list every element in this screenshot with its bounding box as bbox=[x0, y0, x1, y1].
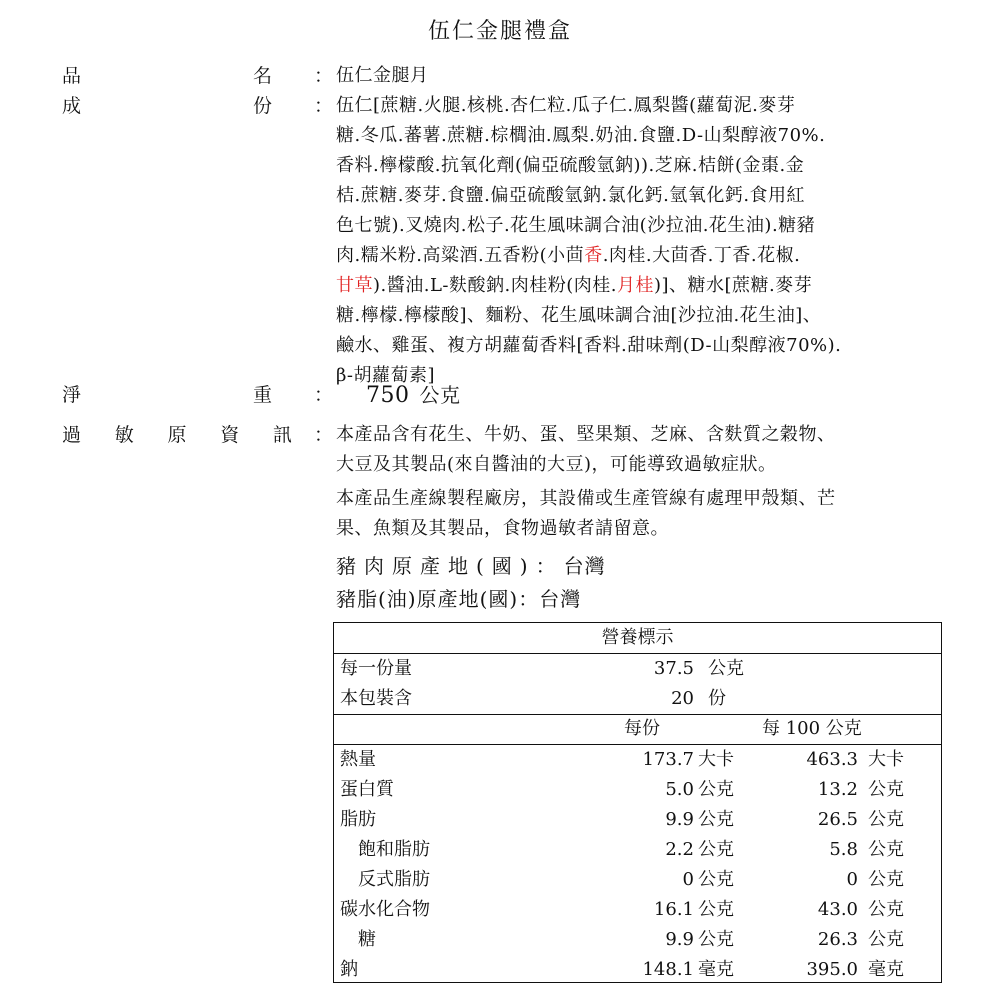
nutrient-per-serving: 9.9 bbox=[665, 929, 694, 950]
allergen-line: 大豆及其製品(來自醬油的大豆)，可能導致過敏症狀。 bbox=[336, 454, 777, 475]
nutrient-unit-100g: 公克 bbox=[868, 839, 904, 860]
label-char: 原 bbox=[167, 424, 187, 446]
nutrient-unit-serving: 公克 bbox=[698, 809, 734, 830]
nutrient-unit-100g: 毫克 bbox=[868, 959, 904, 980]
nutrient-per-serving: 9.9 bbox=[665, 809, 694, 830]
label-char: 過 bbox=[62, 424, 82, 446]
label-char: 淨 bbox=[62, 384, 82, 406]
net-weight-value bbox=[366, 380, 956, 411]
nutrient-unit-100g: 公克 bbox=[868, 899, 904, 920]
label-char: 品 bbox=[62, 65, 82, 87]
nutrient-per-serving: 148.1 bbox=[642, 959, 694, 980]
nutrient-per-100g: 26.5 bbox=[817, 809, 858, 830]
nutrient-per-serving: 2.2 bbox=[665, 839, 694, 860]
nutrition-table bbox=[333, 622, 942, 983]
allergen-line: 本產品含有花生、牛奶、蛋、堅果類、芝麻、含麩質之穀物、 bbox=[336, 424, 836, 445]
nutrient-per-100g: 395.0 bbox=[806, 959, 858, 980]
allergen-label bbox=[62, 420, 292, 450]
serving-value: 37.5 bbox=[653, 658, 694, 679]
nutrient-per-serving: 173.7 bbox=[642, 749, 694, 770]
ingredient-text: 鹼水、雞蛋、複方胡蘿蔔香料[香料.甜味劑(D-山梨醇液70%). bbox=[336, 335, 842, 356]
nutrient-name: 飽和脂肪 bbox=[358, 839, 430, 860]
pork-origin-value: 台灣 bbox=[563, 554, 606, 578]
nutrient-name: 熱量 bbox=[340, 749, 376, 770]
ingredients-line bbox=[336, 91, 926, 121]
ingredients-line bbox=[336, 301, 926, 331]
nutrient-unit-100g: 公克 bbox=[868, 779, 904, 800]
net-weight-label bbox=[62, 380, 272, 410]
highlighted-ingredient: 甘草 bbox=[336, 275, 373, 296]
colon: ： bbox=[314, 95, 334, 117]
label-char: 份 bbox=[252, 95, 272, 117]
nutrient-name: 反式脂肪 bbox=[358, 869, 430, 890]
nutrient-name: 蛋白質 bbox=[340, 779, 394, 800]
net-weight-unit: 公克 bbox=[419, 383, 461, 407]
ingredients-line bbox=[336, 121, 926, 151]
serving-label: 每一份量 bbox=[340, 658, 412, 679]
label-char: 敏 bbox=[114, 424, 134, 446]
nutrient-unit-serving: 公克 bbox=[698, 779, 734, 800]
package-value: 20 bbox=[671, 688, 694, 709]
nutrient-name: 糖 bbox=[358, 929, 376, 950]
allergen-text-2 bbox=[336, 484, 926, 544]
label-char: 重 bbox=[252, 384, 272, 406]
nutrient-unit-100g: 公克 bbox=[868, 929, 904, 950]
allergen-line: 果、魚類及其製品，食物過敏者請留意。 bbox=[336, 518, 669, 539]
nutrient-per-serving: 16.1 bbox=[653, 899, 694, 920]
col-per-serving: 每份 bbox=[624, 718, 660, 739]
ingredient-text: 糖.檸檬.檸檬酸]、麵粉、花生風味調合油[沙拉油.花生油]、 bbox=[336, 305, 822, 326]
ingredients-line bbox=[336, 271, 926, 301]
highlighted-ingredient: 月桂 bbox=[616, 275, 654, 296]
highlighted-ingredient: 香 bbox=[584, 245, 603, 266]
nutrient-per-100g: 43.0 bbox=[817, 899, 858, 920]
colon: ： bbox=[314, 65, 334, 87]
nutrient-unit-serving: 公克 bbox=[698, 869, 734, 890]
nutrition-title: 營養標示 bbox=[601, 627, 674, 648]
nutrient-unit-100g: 大卡 bbox=[868, 749, 904, 770]
ingredient-text: )]、糖水[蔗糖.麥芽 bbox=[653, 275, 813, 296]
nutrient-per-100g: 26.3 bbox=[817, 929, 858, 950]
lard-origin-label: 豬脂(油)原產地(國)： bbox=[336, 587, 540, 611]
ingredient-text: 糖.冬瓜.蕃薯.蔗糖.棕櫚油.鳳梨.奶油.食鹽.D-山梨醇液70%. bbox=[336, 125, 826, 146]
nutrient-name: 脂肪 bbox=[340, 809, 376, 830]
nutrient-per-100g: 5.8 bbox=[829, 839, 858, 860]
nutrient-unit-serving: 公克 bbox=[698, 839, 734, 860]
ingredient-text: ).醬油.L-麩酸鈉.肉桂粉(肉桂. bbox=[373, 275, 617, 296]
ingredients-line bbox=[336, 331, 926, 361]
label-char: 資 bbox=[220, 424, 240, 446]
nutrient-per-100g: 0 bbox=[846, 869, 858, 890]
ingredient-text: β-胡蘿蔔素] bbox=[336, 365, 436, 386]
nutrient-per-serving: 5.0 bbox=[665, 779, 694, 800]
nutrient-unit-100g: 公克 bbox=[868, 809, 904, 830]
nutrient-unit-serving: 毫克 bbox=[698, 959, 734, 980]
pork-origin bbox=[336, 551, 606, 581]
ingredients-label bbox=[62, 91, 272, 121]
colon: ： bbox=[314, 424, 334, 446]
nutrient-name: 碳水化合物 bbox=[340, 899, 430, 920]
serving-unit: 公克 bbox=[708, 658, 744, 679]
package-unit: 份 bbox=[708, 688, 726, 709]
page-title: 伍仁金腿禮盒 bbox=[427, 19, 572, 44]
nutrient-per-serving: 0 bbox=[682, 869, 694, 890]
nutrient-per-100g: 463.3 bbox=[806, 749, 858, 770]
nutrient-unit-serving: 公克 bbox=[698, 899, 734, 920]
nutrient-unit-100g: 公克 bbox=[868, 869, 904, 890]
label-char: 成 bbox=[62, 95, 82, 117]
product-name-label bbox=[62, 61, 272, 91]
ingredients-line bbox=[336, 241, 926, 271]
pork-origin-label: 豬肉原產地(國)： bbox=[336, 554, 564, 578]
colon: ： bbox=[314, 384, 334, 406]
ingredients-text bbox=[336, 91, 926, 391]
ingredient-text: 香料.檸檬酸.抗氧化劑(偏亞硫酸氫鈉)).芝麻.桔餅(金棗.金 bbox=[336, 155, 805, 176]
lard-origin-value: 台灣 bbox=[539, 587, 582, 611]
ingredient-text: 肉.糯米粉.高粱酒.五香粉(小茴 bbox=[336, 245, 585, 266]
ingredient-text: 色七號).叉燒肉.松子.花生風味調合油(沙拉油.花生油).糖豬 bbox=[336, 215, 816, 236]
ingredients-line bbox=[336, 181, 926, 211]
allergen-text-1 bbox=[336, 420, 926, 480]
allergen-line: 本產品生產線製程廠房，其設備或生產管線有處理甲殼類、芒 bbox=[336, 488, 836, 509]
label-char: 訊 bbox=[272, 424, 292, 446]
ingredient-text: .肉桂.大茴香.丁香.花椒. bbox=[602, 245, 801, 266]
ingredient-text: 桔.蔗糖.麥芽.食鹽.偏亞硫酸氫鈉.氯化鈣.氫氧化鈣.食用紅 bbox=[336, 185, 806, 206]
ingredients-line bbox=[336, 211, 926, 241]
nutrient-unit-serving: 公克 bbox=[698, 929, 734, 950]
ingredients-line bbox=[336, 151, 926, 181]
col-per-100g: 每 100 公克 bbox=[762, 718, 862, 739]
product-name-value: 伍仁金腿月 bbox=[336, 65, 429, 86]
lard-origin bbox=[336, 584, 581, 614]
nutrient-per-100g: 13.2 bbox=[817, 779, 858, 800]
net-weight-number: 750 bbox=[366, 383, 410, 408]
ingredient-text: 伍仁[蔗糖.火腿.核桃.杏仁粒.瓜子仁.鳳梨醬(蘿蔔泥.麥芽 bbox=[336, 95, 796, 116]
nutrient-unit-serving: 大卡 bbox=[698, 749, 734, 770]
nutrient-name: 鈉 bbox=[340, 959, 358, 980]
label-char: 名 bbox=[252, 65, 272, 87]
package-label: 本包裝含 bbox=[340, 688, 412, 709]
